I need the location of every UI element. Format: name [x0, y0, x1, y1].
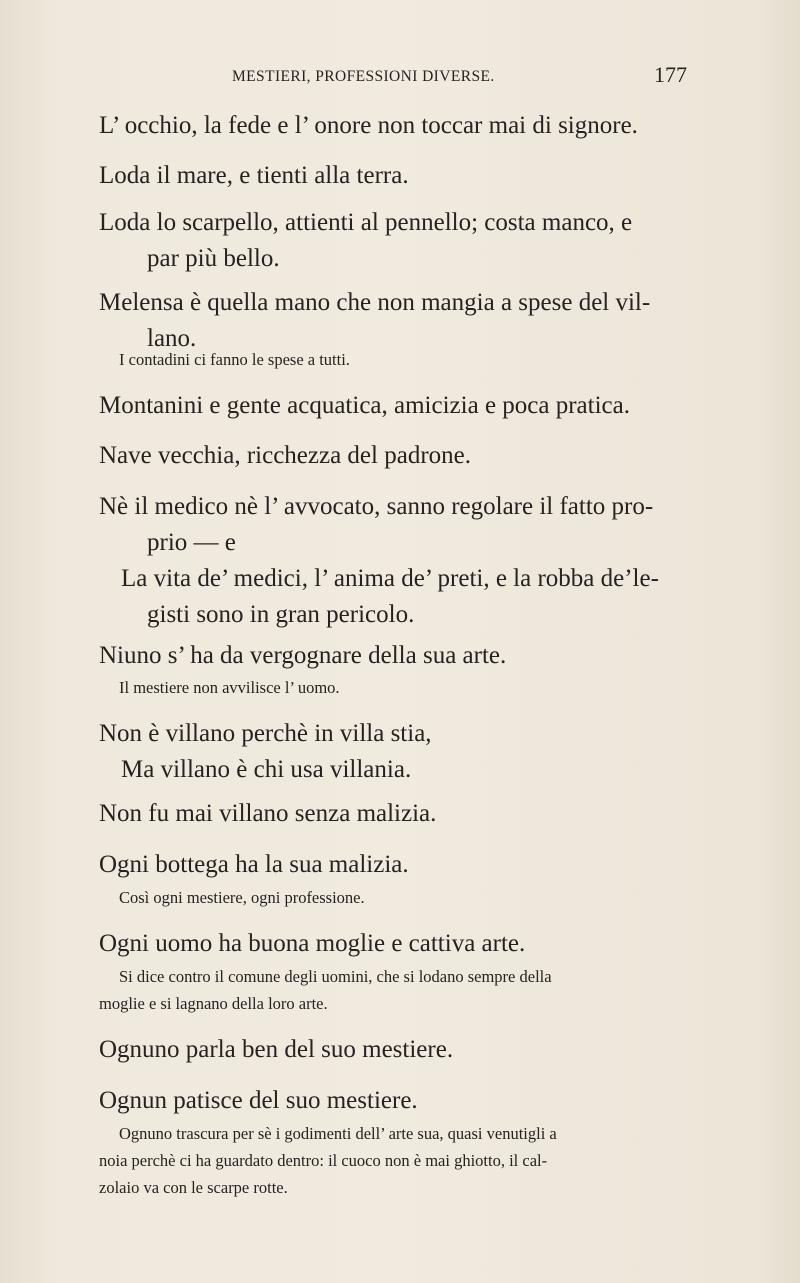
proverb-line: Ognun patisce del suo mestiere. — [99, 1087, 418, 1114]
proverb-line: lano. — [147, 325, 197, 352]
page-header — [0, 62, 800, 98]
proverb-line: Niuno s’ ha da vergognare della sua arte. — [99, 642, 507, 669]
proverb-line: Loda lo scarpello, attienti al pennello; costa manco, e — [99, 209, 633, 236]
proverb-line: Non fu mai villano senza malizia. — [99, 800, 437, 827]
proverb-note — [119, 674, 719, 701]
proverb-entry — [99, 1083, 719, 1119]
proverb-entry — [99, 489, 719, 633]
proverb-entry — [99, 716, 719, 788]
proverb-entry — [99, 438, 719, 474]
note-line: Si dice contro il comune degli uomini, che si lodano sempre della — [119, 967, 552, 986]
proverb-note — [119, 884, 719, 911]
proverb-entry — [99, 847, 719, 883]
note-line: Così ogni mestiere, ogni professione. — [119, 888, 365, 907]
proverb-line: La vita de’ medici, l’ anima de’ preti, e la robba de’le- — [121, 565, 659, 592]
note-line: Il mestiere non avvilisce l’ uomo. — [119, 678, 340, 697]
proverb-note — [119, 346, 719, 373]
proverb-line: Nè il medico nè l’ avvocato, sanno regolare il fatto pro- — [99, 493, 654, 520]
proverb-line: Ogni bottega ha la sua malizia. — [99, 851, 409, 878]
note-line: zolaio va con le scarpe rotte. — [99, 1178, 288, 1197]
proverb-entry — [99, 1032, 719, 1068]
proverb-line: L’ occhio, la fede e l’ onore non toccar mai di signore. — [99, 112, 638, 139]
proverb-entry — [99, 205, 719, 277]
page-number: 177 — [654, 62, 687, 87]
proverb-note — [99, 1120, 719, 1201]
proverb-line: Ogni uomo ha buona moglie e cattiva arte. — [99, 930, 526, 957]
note-line: noia perchè ci ha guardato dentro: il cuoco non è mai ghiotto, il cal- — [99, 1151, 548, 1170]
proverb-entry — [99, 158, 719, 194]
proverb-entry — [99, 796, 719, 832]
proverb-entry — [99, 388, 719, 424]
proverb-line: Montanini e gente acquatica, amicizia e poca pratica. — [99, 392, 630, 419]
proverb-line: Nave vecchia, ricchezza del padrone. — [99, 442, 471, 469]
proverb-line: Ma villano è chi usa villania. — [121, 756, 412, 783]
note-line: Ognuno trascura per sè i godimenti dell’ arte sua, quasi venutigli a — [119, 1124, 557, 1143]
note-line: moglie e si lagnano della loro arte. — [99, 994, 328, 1013]
proverb-line: par più bello. — [147, 245, 280, 272]
proverb-entry — [99, 638, 719, 674]
running-head: MESTIERI, PROFESSIONI DIVERSE. — [232, 68, 495, 85]
proverb-entry — [99, 108, 719, 144]
proverb-line: Loda il mare, e tienti alla terra. — [99, 162, 409, 189]
proverb-note — [99, 963, 719, 1017]
proverb-line: Non è villano perchè in villa stia, — [99, 720, 432, 747]
note-line: I contadini ci fanno le spese a tutti. — [119, 350, 350, 369]
proverb-entry — [99, 926, 719, 962]
proverb-line: gisti sono in gran pericolo. — [147, 601, 415, 628]
proverb-line: prio — e — [147, 529, 236, 556]
proverb-line: Melensa è quella mano che non mangia a spese del vil- — [99, 289, 651, 316]
proverb-line: Ognuno parla ben del suo mestiere. — [99, 1036, 454, 1063]
